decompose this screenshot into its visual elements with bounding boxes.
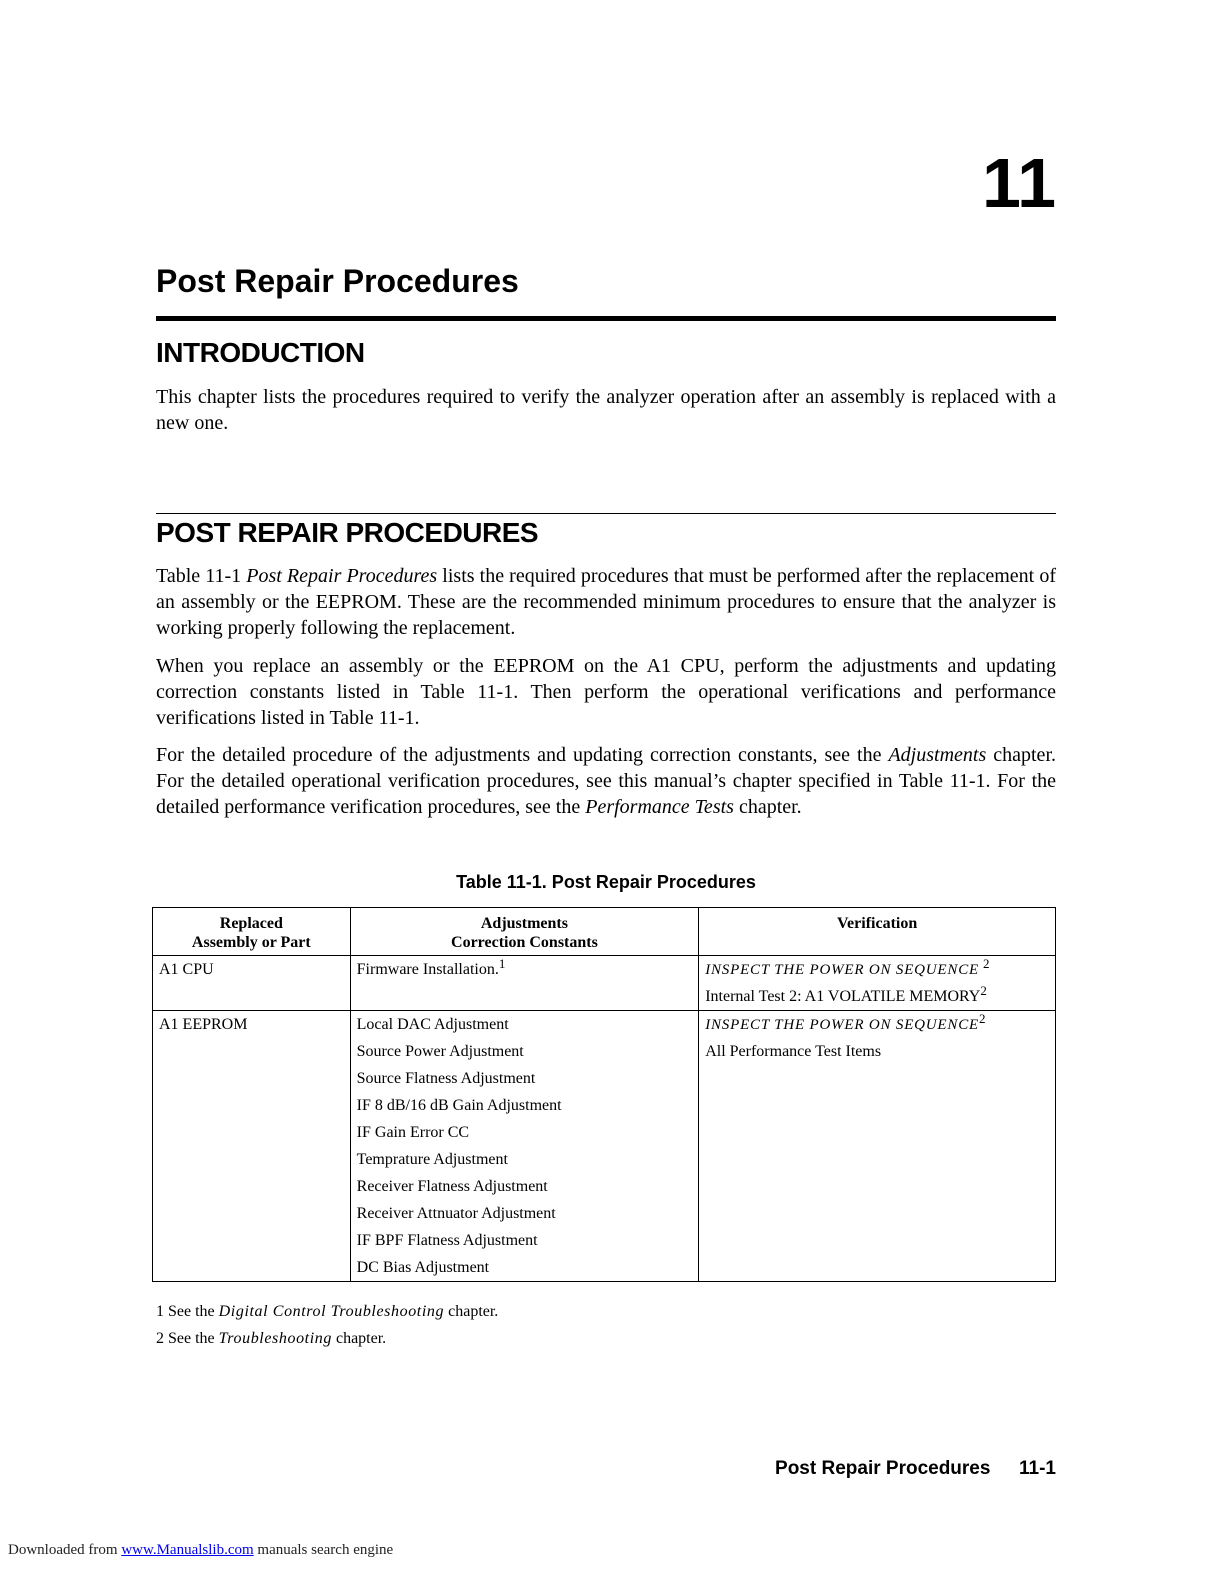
part-cell — [153, 1011, 351, 1282]
footer-title: Post Repair Procedures — [775, 1458, 991, 1479]
adjustment-item: Source Flatness Adjustment — [356, 1070, 536, 1087]
header-adjustments-line2: Correction Constants — [451, 934, 598, 951]
verification-item: All Performance Test Items — [705, 1043, 882, 1060]
verification-cell — [699, 1011, 1056, 1282]
part-name: A1 EEPROM — [159, 1016, 248, 1033]
adjustment-item: IF 8 dB/16 dB Gain Adjustment — [356, 1097, 562, 1114]
post-repair-table — [152, 907, 1056, 1282]
header-replaced-line2: Assembly or Part — [191, 934, 311, 951]
page-footer — [760, 1458, 1056, 1480]
section-rule — [156, 513, 1056, 514]
footnote-chapter-italic: Troubleshooting — [218, 1330, 332, 1347]
introduction-text: This chapter lists the procedures required to verify the analyzer operation after an assembly is replaced with a new one. — [156, 386, 1056, 434]
post-repair-paragraph-3 — [156, 742, 1056, 820]
performance-tests-italic: Performance Tests — [585, 796, 734, 818]
post-repair-heading: POST REPAIR PROCEDURES — [156, 517, 539, 548]
footnote-marker: 1 — [498, 956, 506, 971]
adjustments-cell — [350, 1011, 699, 1282]
footnote-number: 1 — [156, 1303, 164, 1320]
adjustment-item: Receiver Flatness Adjustment — [356, 1178, 548, 1195]
footnote-number: 2 — [156, 1330, 164, 1347]
adjustment-item: Local DAC Adjustment — [356, 1016, 509, 1033]
download-line: Downloaded from www.Manualslib.com manuals search engine — [8, 1542, 394, 1558]
adjustment-item: Firmware Installation.$^1$ — [356, 956, 506, 978]
header-verification-label: Verification — [836, 915, 918, 932]
page-number: 11-1 — [1019, 1458, 1056, 1479]
p3-text-start: For the detailed procedure of the adjustments and updating correction constants, see the — [156, 744, 889, 766]
adjustment-item: Receiver Attnuator Adjustment — [356, 1205, 556, 1222]
header-replaced-line1: Replaced — [219, 915, 283, 932]
p1-text-start: Table 11-1 — [156, 565, 247, 587]
post-repair-paragraph-1 — [156, 563, 1056, 641]
table-header-row — [153, 908, 1056, 956]
footnote-marker: 2 — [978, 1011, 986, 1026]
title-rule — [156, 316, 1056, 321]
adjustment-item: IF Gain Error CC — [356, 1124, 470, 1141]
header-replaced-part — [153, 908, 351, 956]
p3-text-mid: chapter. For the detailed operational verification procedures, see this manual’s chapter specified in Table 11-1. For the detailed performance verification procedures, see the — [156, 744, 1056, 818]
introduction-heading: INTRODUCTION — [156, 337, 365, 368]
chapter-title: Post Repair Procedures — [156, 263, 519, 299]
adjustment-item: DC Bias Adjustment — [356, 1259, 490, 1276]
verification-cell — [699, 956, 1056, 1011]
header-adjustments-line1: Adjustments — [480, 915, 568, 932]
table-row — [153, 1011, 1056, 1282]
p1-text-end: lists the required procedures that must be performed after the replacement of an assembly or the EEPROM. These are the recommended minimum procedures to ensure that the analyzer is working properly following the replacement. — [156, 565, 1056, 639]
manualslib-link[interactable]: www.Manualslib.com — [121, 1542, 254, 1558]
verification-item: INSPECT THE POWER ON SEQUENCE $^2$ — [705, 956, 990, 978]
table-reference-italic: Post Repair Procedures — [246, 565, 438, 587]
footnote-chapter-italic: Digital Control Troubleshooting — [218, 1303, 445, 1320]
footnote-marker: 2 — [980, 983, 987, 998]
part-cell — [153, 956, 351, 1011]
verification-item: Internal Test 2: A1 VOLATILE MEMORY$^2$ — [705, 983, 987, 1005]
adjustment-item: IF BPF Flatness Adjustment — [356, 1232, 538, 1249]
footnote-2: 2 See the Troubleshooting chapter. — [156, 1330, 387, 1347]
table-row — [153, 956, 1056, 1011]
footnote-1: 1 See the Digital Control Troubleshooting chapter. — [156, 1303, 499, 1320]
verification-item: INSPECT THE POWER ON SEQUENCE$^2$ — [705, 1011, 986, 1033]
p3-text-end: chapter. — [733, 796, 802, 818]
adjustment-item: Source Power Adjustment — [356, 1043, 524, 1060]
adjustment-item: Temprature Adjustment — [356, 1151, 508, 1168]
post-repair-paragraph-2: When you replace an assembly or the EEPROM on the A1 CPU, perform the adjustments and updating correction constants listed in Table 11-1. Then perform the operational verifications and performance verifications listed in Table 11-1. — [156, 655, 1056, 729]
adjustments-cell — [350, 956, 699, 1011]
chapter-number: 11 — [982, 144, 1056, 222]
header-verification — [699, 908, 1056, 956]
part-name: A1 CPU — [159, 961, 214, 978]
adjustments-chapter-italic: Adjustments — [888, 744, 987, 766]
footnote-marker: 2 — [982, 956, 990, 971]
table-caption: Table 11-1. Post Repair Procedures — [456, 872, 756, 892]
header-adjustments — [350, 908, 699, 956]
